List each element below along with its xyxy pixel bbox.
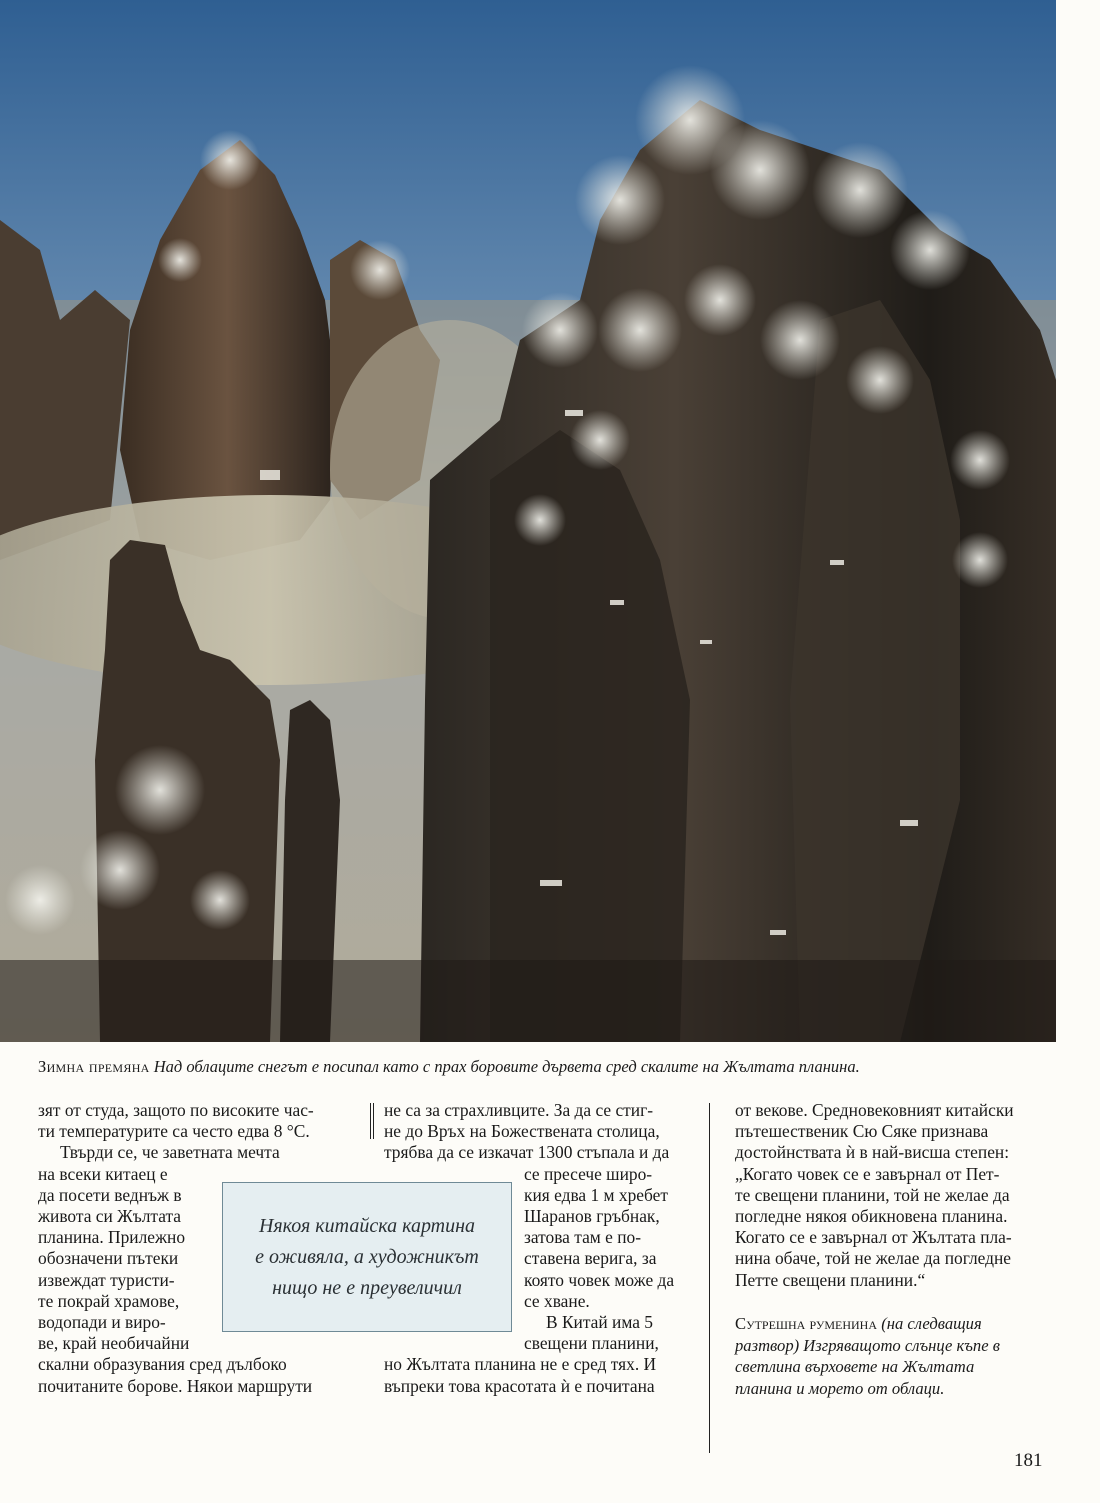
text-line: въпреки това красотата ѝ е почитана xyxy=(384,1375,655,1396)
text-line: зят от студа, защото по високите час- xyxy=(38,1100,314,1120)
text-line: свещени планини, xyxy=(524,1333,659,1354)
text-line: погледне някоя обикновена планина. xyxy=(735,1206,1008,1227)
side-caption-line: светлина върховете на Жълтата xyxy=(735,1357,975,1376)
side-caption-line: разтвор) Изгряващото слънце къпе в xyxy=(735,1335,1000,1355)
text-line: пътешественик Сю Сяке признава xyxy=(735,1121,989,1142)
text-line: водопади и виро- xyxy=(38,1312,166,1333)
text-line: да посети веднъж в xyxy=(38,1184,182,1205)
side-caption-line: планина и морето от облаци. xyxy=(735,1378,945,1398)
text-line: не са за страхливците. За да се стиг- xyxy=(384,1100,654,1120)
text-line: достойнствата ѝ в най-висша степен: xyxy=(735,1142,1010,1163)
text-line: на всеки китаец е xyxy=(38,1163,168,1184)
text-line: Шаранов гръбнак, xyxy=(524,1206,660,1227)
side-caption-lead: Сутрешна руменина xyxy=(735,1314,878,1333)
text-line: трябва да се изкачат 1300 стъпала и да xyxy=(384,1142,670,1163)
text-line: извеждат туристи- xyxy=(38,1269,175,1290)
pull-quote-line: нищо не е преувеличил xyxy=(272,1276,462,1299)
column-rule xyxy=(370,1103,371,1139)
page-number: 181 xyxy=(1014,1450,1043,1471)
text-line: Петте свещени планини.“ xyxy=(735,1269,926,1290)
photo-caption xyxy=(38,1056,1038,1078)
text-line: нина обаче, той не желае да погледне xyxy=(735,1248,1011,1269)
caption-text: Над облаците снегът е посипал като с прах боровите дървета сред скалите на Жълтата планина. xyxy=(153,1057,860,1076)
column-rule xyxy=(709,1103,710,1453)
text-line: затова там е по- xyxy=(524,1227,641,1248)
text-line: се пресече широ- xyxy=(524,1163,653,1184)
side-caption-line: (на следващия xyxy=(881,1314,982,1333)
text-line: ставена верига, за xyxy=(524,1248,657,1269)
text-line: се хване. xyxy=(524,1290,590,1311)
text-line: която човек може да xyxy=(524,1269,675,1290)
text-line: кия едва 1 м хребет xyxy=(524,1184,668,1205)
column-rule xyxy=(373,1103,374,1139)
text-line: Когато се е завърнал от Жълтата пла- xyxy=(735,1227,1012,1248)
text-line: обозначени пътеки xyxy=(38,1248,179,1269)
text-line: „Когато човек се е завърнал от Пет- xyxy=(735,1163,1000,1184)
text-line: планина. Прилежно xyxy=(38,1227,186,1248)
pull-quote xyxy=(222,1182,512,1332)
text-line: скални образувания сред дълбоко xyxy=(38,1354,287,1375)
text-line: Твърди се, че заветната мечта xyxy=(60,1142,280,1163)
text-line: ти температурите са често едва 8 °C. xyxy=(38,1121,310,1142)
caption-lead: Зимна премяна xyxy=(38,1057,150,1076)
text-line: от векове. Средновековният китайски xyxy=(735,1100,1014,1120)
side-caption xyxy=(735,1313,1035,1399)
text-line: но Жълтата планина не е сред тях. И xyxy=(384,1354,657,1375)
text-line: живота си Жълтата xyxy=(38,1206,181,1227)
pull-quote-line: Някоя китайска картина xyxy=(258,1214,476,1237)
text-line: те покрай храмове, xyxy=(38,1290,180,1311)
text-line: В Китай има 5 xyxy=(546,1312,653,1333)
text-line: те свещени планини, той не желае да xyxy=(735,1184,1010,1205)
pull-quote-line: е оживяла, а художникът xyxy=(255,1245,479,1268)
text-line: почитаните борове. Някои маршрути xyxy=(38,1375,313,1396)
text-line: не до Връх на Божествената столица, xyxy=(384,1121,660,1142)
text-line: ве, край необичайни xyxy=(38,1333,190,1354)
column-3 xyxy=(735,1100,1035,1291)
